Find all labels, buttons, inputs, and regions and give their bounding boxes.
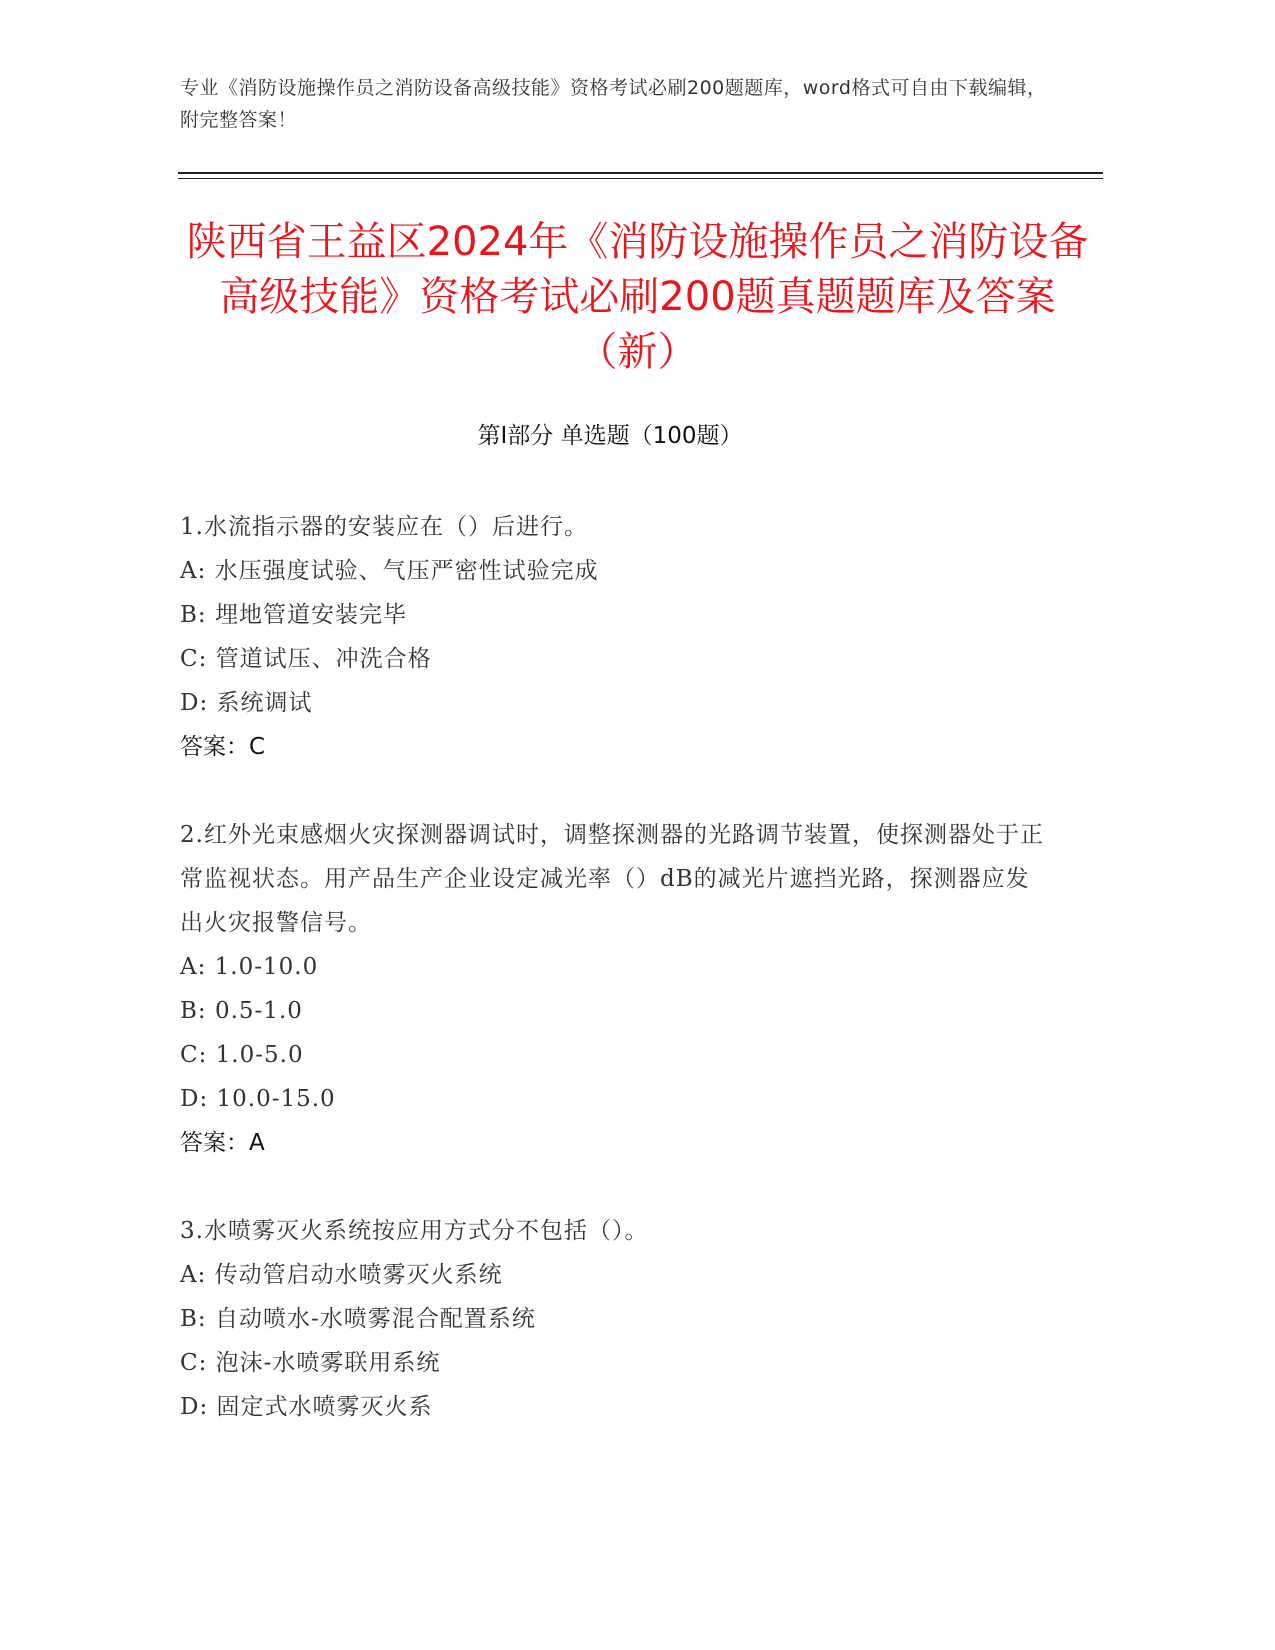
- option-c: C: 管道试压、冲洗合格: [180, 646, 432, 672]
- header-rule-thin: [178, 178, 1103, 179]
- option-a: A: 水压强度试验、气压严密性试验完成: [180, 558, 599, 584]
- answer-line: 答案：A: [180, 1130, 265, 1156]
- option-c: C: 1.0-5.0: [180, 1042, 304, 1068]
- section-title: 第Ⅰ部分 单选题（100题）: [477, 423, 743, 449]
- question-list: [180, 505, 1050, 1429]
- header-rule-thick: [178, 172, 1103, 174]
- option-b: B: 自动喷水-水喷雾混合配置系统: [180, 1306, 536, 1332]
- option-a: A: 传动管启动水喷雾灭火系统: [180, 1262, 503, 1288]
- question-spacer: [180, 769, 1050, 813]
- question-3: [180, 1209, 1050, 1429]
- option-d: D: 系统调试: [180, 690, 313, 716]
- question-2: [180, 813, 1050, 1165]
- question-stem: 3.水喷雾灭火系统按应用方式分不包括（）。: [180, 1218, 649, 1244]
- option-d: D: 10.0-15.0: [180, 1086, 336, 1112]
- question-stem: 2.红外光束感烟火灾探测器调试时，调整探测器的光路调节装置，使探测器处于正常监视状态。用产品生产企业设定减光率（）dB的减光片遮挡光路，探测器应发出火灾报警信号。: [180, 822, 1044, 936]
- option-b: B: 0.5-1.0: [180, 998, 303, 1024]
- option-b: B: 埋地管道安装完毕: [180, 602, 407, 628]
- answer-line: 答案：C: [180, 734, 266, 760]
- document-title: 陕西省王益区2024年《消防设施操作员之消防设备高级技能》资格考试必刷200题真题题库及答案（新）: [186, 219, 1089, 375]
- option-a: A: 1.0-10.0: [180, 954, 319, 980]
- option-c: C: 泡沫-水喷雾联用系统: [180, 1350, 441, 1376]
- question-1: [180, 505, 1050, 769]
- question-spacer: [180, 1165, 1050, 1209]
- option-d: D: 固定式水喷雾灭火系: [180, 1394, 433, 1420]
- header-note: 专业《消防设施操作员之消防设备高级技能》资格考试必刷200题题库，word格式可自由下载编辑，附完整答案！: [180, 77, 1047, 131]
- question-stem: 1.水流指示器的安装应在（）后进行。: [180, 514, 588, 540]
